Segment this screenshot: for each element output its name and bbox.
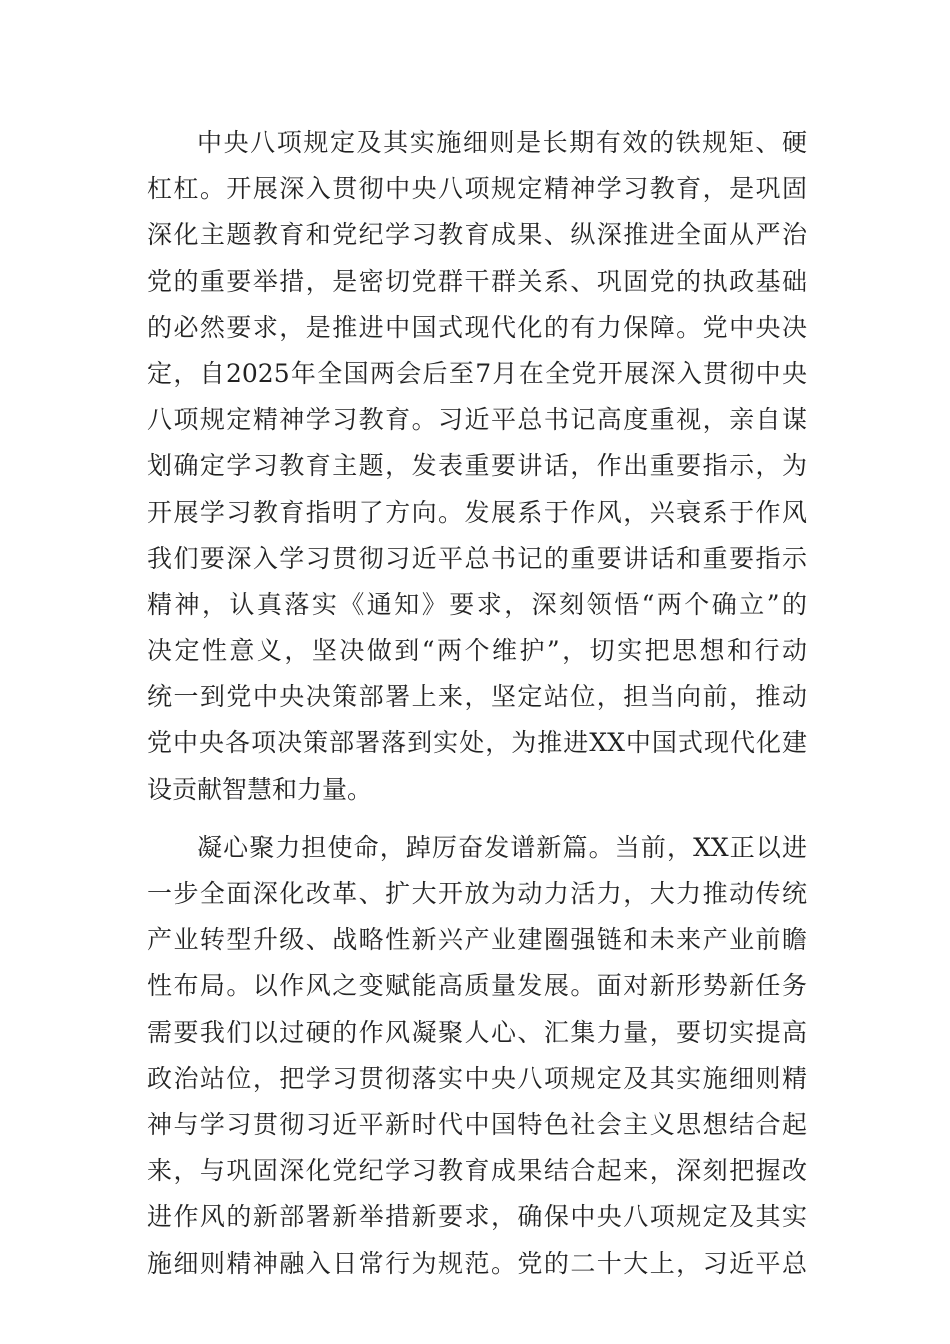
paragraph-line: 开展学习教育指明了方向。发展系于作风，兴衰系于作风: [147, 497, 807, 527]
paragraph-line: 产业转型升级、战略性新兴产业建圈强链和未来产业前瞻: [147, 925, 807, 955]
document-body: [147, 120, 807, 1287]
paragraph-line: 设贡献智慧和力量。: [147, 774, 373, 804]
paragraph-line: 八项规定精神学习教育。习近平总书记高度重视，亲自谋: [147, 405, 807, 435]
paragraph-line: 定，自2025年全国两会后至7月在全党开展深入贯彻中央: [147, 358, 807, 388]
paragraph-2: [147, 825, 807, 1287]
paragraph-line: 划确定学习教育主题，发表重要讲话，作出重要指示，为: [147, 451, 807, 481]
paragraph-line: 杠杠。开展深入贯彻中央八项规定精神学习教育，是巩固: [147, 174, 807, 204]
paragraph-line: 党中央各项决策部署落到实处，为推进XX中国式现代化建: [147, 728, 807, 758]
paragraph-line: 深化主题教育和党纪学习教育成果、纵深推进全面从严治: [147, 220, 807, 250]
paragraph-line: 需要我们以过硬的作风凝聚人心、汇集力量，要切实提高: [147, 1017, 807, 1047]
paragraph-line: 精神，认真落实《通知》要求，深刻领悟“两个确立”的: [147, 589, 807, 619]
paragraph-line: 我们要深入学习贯彻习近平总书记的重要讲话和重要指示: [147, 543, 807, 573]
paragraph-line: 统一到党中央决策部署上来，坚定站位，担当向前，推动: [147, 682, 807, 712]
paragraph-spacing: [147, 813, 807, 825]
paragraph-1: [147, 120, 807, 813]
paragraph-line: 的必然要求，是推进中国式现代化的有力保障。党中央决: [147, 312, 807, 342]
paragraph-line: 性布局。以作风之变赋能高质量发展。面对新形势新任务: [147, 971, 807, 1001]
paragraph-line: 施细则精神融入日常行为规范。党的二十大上，习近平总: [147, 1248, 807, 1278]
paragraph-line: 中央八项规定及其实施细则是长期有效的铁规矩、硬: [197, 128, 807, 157]
paragraph-line: 党的重要举措，是密切党群干群关系、巩固党的执政基础: [147, 266, 807, 296]
paragraph-line: 进作风的新部署新举措新要求，确保中央八项规定及其实: [147, 1202, 807, 1232]
paragraph-line: 一步全面深化改革、扩大开放为动力活力，大力推动传统: [147, 879, 807, 908]
paragraph-line: 决定性意义，坚决做到“两个维护”，切实把思想和行动: [147, 636, 807, 666]
paragraph-line: 神与学习贯彻习近平新时代中国特色社会主义思想结合起: [147, 1109, 807, 1139]
paragraph-line: 凝心聚力担使命，踔厉奋发谱新篇。当前，XX正以进: [197, 832, 807, 862]
paragraph-line: 来，与巩固深化党纪学习教育成果结合起来，深刻把握改: [147, 1156, 807, 1186]
paragraph-line: 政治站位，把学习贯彻落实中央八项规定及其实施细则精: [147, 1063, 807, 1093]
